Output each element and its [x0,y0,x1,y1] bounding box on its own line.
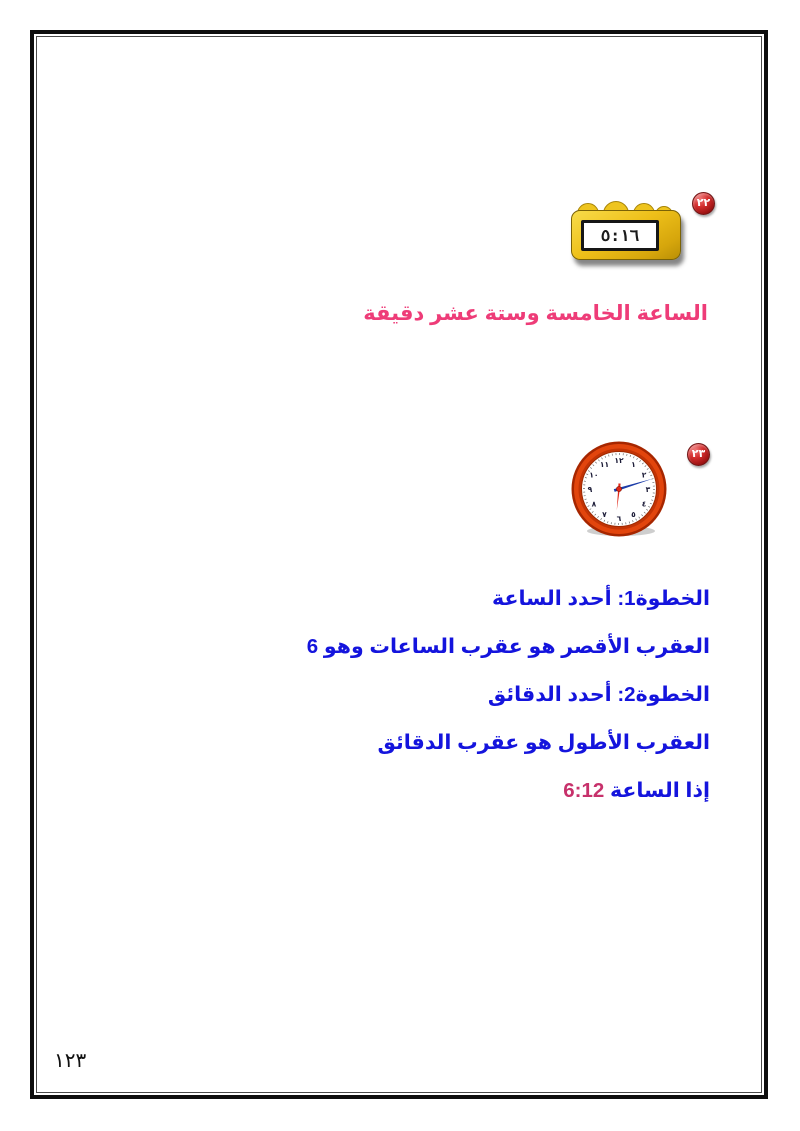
clock-numeral-9: ٩ [587,485,593,494]
digital-clock-illustration [571,201,683,267]
digital-clock-display [581,220,659,251]
conclusion-prefix: إذا الساعة [610,779,710,802]
step-1-explanation: العقرب الأقصر هو عقرب الساعات وهو 6 [306,635,710,658]
digital-clock-time: ٥:١٦ [600,226,640,245]
clock-numeral-7: ٧ [602,510,607,520]
clock-numeral-6: ٦ [616,514,622,523]
badge-22-number: ٢٢ [696,197,711,209]
clock-numeral-1: ١ [631,459,636,469]
clock-numeral-11: ١١ [599,459,610,469]
time-in-words-text: الساعة الخامسة وستة عشر دقيقة [363,302,708,325]
clock-numeral-2: ٢ [641,470,647,480]
step-2-heading: الخطوة2: أحدد الدقائق [487,683,710,706]
conclusion-time-value: 6:12 [563,779,605,802]
clock-numeral-10: ١٠ [589,470,599,480]
page-number-value: ١٢٣ [54,1050,87,1072]
step-1-heading: الخطوة1: أحدد الساعة [492,587,710,610]
time-in-words-heading [0,301,708,326]
item-number-badge-22 [692,192,715,215]
clock-numeral-4: ٤ [641,499,647,509]
item-number-badge-23 [687,443,710,466]
page-number [54,1048,86,1073]
clock-numeral-8: ٨ [591,499,597,509]
clock-center-pin [616,486,621,491]
step-2-explanation: العقرب الأطول هو عقرب الدقائق [377,731,710,754]
digital-clock-body [571,210,681,260]
analog-clock-illustration [569,439,669,539]
page-border-inner-line [36,36,762,1093]
clock-numeral-5: ٥ [631,510,636,520]
badge-23-number: ٢٣ [691,448,706,460]
page-border [30,30,768,1099]
analog-clock-face [569,439,669,539]
conclusion-line [0,776,710,824]
solution-steps [0,584,710,824]
clock-numeral-3: ٣ [645,485,651,494]
clock-numeral-12: ١٢ [614,456,624,465]
